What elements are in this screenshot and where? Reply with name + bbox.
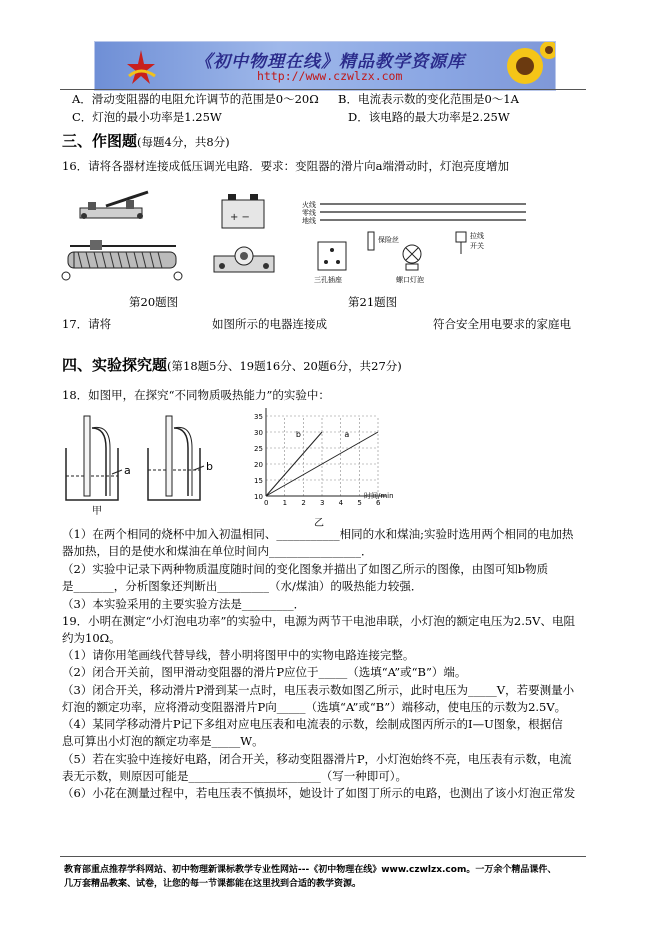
knife-switch-icon xyxy=(80,192,148,219)
section4-note: (第18题5分、19题16分、20题6分，共27分) xyxy=(167,359,402,373)
q19-line9: （5）若在实验中连接好电路，闭合开关，移动变阻器滑片P，小灯泡始终不亮，电压表有示数，电流 xyxy=(62,752,572,766)
fuse-icon xyxy=(368,232,374,250)
q19-line2: 约为10Ω。 xyxy=(62,631,121,645)
y-tick-label: 15 xyxy=(254,477,263,485)
q18-line1: （1）在两个相同的烧杯中加入初温相同、___________相同的水和煤油;实验时选用两个相同的电加热 xyxy=(62,527,574,541)
q17-part3: 符合安全用电要求的家庭电 xyxy=(433,317,571,331)
label-zero-line: 零线 xyxy=(302,209,316,217)
battery-icon xyxy=(222,194,264,228)
header-title: 《初中物理在线》精品教学资源库 xyxy=(195,52,465,72)
footer-line1: 教育部重点推荐学科网站、初中物理新课标教学专业性网站---《初中物理在线》www.czwlzx.com。一万余个精品课件、 xyxy=(64,865,557,875)
chart-x-label: 时间/min xyxy=(364,492,394,500)
x-tick-label: 5 xyxy=(357,499,362,507)
q18-intro: 18．如图甲，在探究“不同物质吸热能力”的实验中： xyxy=(62,388,330,402)
label-switch-2: 开关 xyxy=(470,242,484,250)
q16-text: 16．请将各器材连接成低压调光电路．要求：变阻器的滑片向a端滑动时，灯泡亮度增加 xyxy=(62,159,509,173)
section3-heading xyxy=(62,131,230,152)
chart-grid xyxy=(266,416,378,496)
label-jia: 甲 xyxy=(92,506,102,517)
y-tick-label: 35 xyxy=(254,413,263,421)
header-rule xyxy=(60,89,586,90)
q18-line3: （2）实验中记录下两种物质温度随时间的变化图象并描出了如图乙所示的图像，由图可知b物质 xyxy=(62,562,549,576)
x-tick-label: 1 xyxy=(282,499,288,507)
label-fuse: 保险丝 xyxy=(378,236,399,244)
section4-heading xyxy=(62,355,402,376)
fig21-household-circuit xyxy=(300,192,530,292)
q19-line10: 表无示数，则原因可能是_______________________（写一种即可）。 xyxy=(62,769,407,783)
label-b: b xyxy=(206,460,213,473)
fig20-apparatus xyxy=(60,186,290,288)
three-hole-socket-icon xyxy=(318,242,346,270)
q19-line11: （6）小花在测量过程中，若电压表不慎损坏，她设计了如图丁所示的电路，也测出了该小灯泡正常发 xyxy=(62,786,576,800)
x-tick-label: 3 xyxy=(320,499,325,507)
y-tick-label: 30 xyxy=(254,429,263,437)
series-label-a: a xyxy=(344,429,350,439)
sunflower-icon xyxy=(499,42,555,90)
lamp-holder-icon xyxy=(214,247,274,272)
beaker-a xyxy=(66,416,122,500)
fig18-beakers xyxy=(62,408,232,518)
footer-line2: 几万套精品教案、试卷，让您的每一节课都能在这里找到合适的教学资源。 xyxy=(64,879,362,889)
y-tick-label: 20 xyxy=(254,461,263,469)
q19-line3: （1）请你用笔画线代替导线，替小明将图甲中的实物电路连接完整。 xyxy=(62,648,415,662)
q18-line4: 是_______，分析图象还判断出_________（水/煤油）的吸热能力较强． xyxy=(62,579,423,593)
q19-line1: 19．小明在测定“小灯泡电功率”的实验中，电源为两节干电池串联，小灯泡的额定电压为2.5V、电阻 xyxy=(62,614,575,628)
fig18-temperature-chart xyxy=(248,406,394,530)
caption-fig21: 第21题图 xyxy=(348,295,398,309)
label-lamp: 螺口灯泡 xyxy=(396,276,424,284)
thermometer-a xyxy=(84,416,90,496)
thermometer-b xyxy=(166,416,172,496)
option-b: B．电流表示数的变化范围是0～1A xyxy=(338,92,519,106)
chart-axes xyxy=(266,408,386,496)
q19-line7: （4）某同学移动滑片P记下多组对应电压表和电流表的示数，绘制成图丙所示的I—U图象，根据信 xyxy=(62,717,563,731)
option-a: A．滑动变阻器的电阻允许调节的范围是0～20Ω xyxy=(72,92,319,106)
label-yi: 乙 xyxy=(314,518,324,529)
y-tick-label: 10 xyxy=(254,493,263,501)
section3-note: (每题4分，共8分) xyxy=(137,135,230,149)
label-fire-line: 火线 xyxy=(302,201,316,209)
option-d: D．该电路的最大功率是2.25W xyxy=(348,110,510,124)
q17-part1: 17．请将 xyxy=(62,317,112,331)
beaker-b xyxy=(148,416,204,500)
section4-title: 四、实验探究题 xyxy=(62,356,168,374)
label-ground-line: 地线 xyxy=(302,217,316,225)
q19-line5: （3）闭合开关，移动滑片P滑到某一点时，电压表示数如图乙所示，此时电压为_____V，若要测量小 xyxy=(62,683,575,697)
section3-title: 三、作图题 xyxy=(62,132,138,150)
option-c: C．灯泡的最小功率是1.25W xyxy=(72,110,222,124)
q19-line8: 息可算出小灯泡的额定功率是_____W。 xyxy=(62,734,264,748)
x-tick-label: 2 xyxy=(301,499,306,507)
header-url[interactable]: http://www.czwlzx.com xyxy=(257,69,403,83)
svg-text:+ −: + − xyxy=(230,212,250,223)
label-socket: 三孔插座 xyxy=(314,276,342,284)
rheostat-icon xyxy=(62,240,182,280)
x-tick-label: 0 xyxy=(264,499,269,507)
header-banner xyxy=(94,41,556,91)
y-tick-label: 25 xyxy=(254,445,263,453)
x-tick-label: 4 xyxy=(338,499,344,507)
caption-fig20: 第20题图 xyxy=(129,295,179,309)
q18-line2: 器加热，目的是使水和煤油在单位时间内________________． xyxy=(62,544,373,558)
pull-switch-icon xyxy=(456,232,466,242)
x-tick-label: 6 xyxy=(376,499,381,507)
series-label-b: b xyxy=(295,429,301,439)
q19-line4: （2）闭合开关前，图甲滑动变阻器的滑片P应位于_____（选填“A”或“B”）端。 xyxy=(62,665,467,679)
site-logo xyxy=(121,46,161,86)
footer-rule xyxy=(60,856,586,857)
q19-line6: 灯泡的额定功率，应将滑动变阻器滑片P向_____（选填“A”或“B”）端移动，使电压的示数为2.5V。 xyxy=(62,700,567,714)
q18-line5: （3）本实验采用的主要实验方法是_________． xyxy=(62,597,306,611)
label-a: a xyxy=(124,464,131,477)
chart-ticks xyxy=(254,413,381,507)
label-switch-1: 拉线 xyxy=(470,232,484,240)
q17-part2: 如图所示的电器连接成 xyxy=(212,317,327,331)
